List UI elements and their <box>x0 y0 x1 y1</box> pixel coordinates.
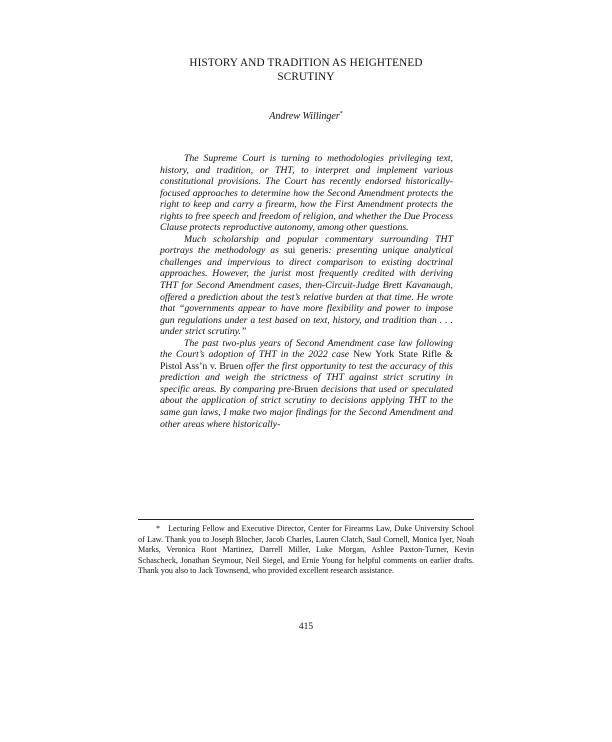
sui-generis-term: sui generis <box>283 245 329 257</box>
author-footnote <box>138 524 474 577</box>
author-name: Andrew Willinger <box>269 111 340 122</box>
abstract <box>160 153 453 430</box>
abstract-paragraph-3-text-b: offer the first opportunity to test the accuracy of this prediction and weigh the strictness of THT against strict scrutiny in specific areas. By comparing pre- <box>160 360 453 395</box>
author-footnote-mark: * <box>339 111 343 117</box>
abstract-paragraph-2-text-a: Much scholarship and popular commentary surrounding THT portrays the methodology as <box>160 233 453 257</box>
case-short-name-bruen: Bruen <box>294 383 318 395</box>
author-byline <box>0 111 612 122</box>
article-title-line-2: SCRUTINY <box>277 70 335 83</box>
footnote-divider <box>138 519 474 520</box>
page-number: 415 <box>298 622 314 632</box>
abstract-paragraph-2 <box>160 234 453 338</box>
abstract-paragraph-3-text-a: The past two-plus years of Second Amendment case law following the Court’s adoption of THT in the 2022 case <box>160 337 453 361</box>
case-name-bruen: New York State Rifle & Pistol Ass’n v. Bruen <box>160 349 454 372</box>
abstract-paragraph-2-text-b: : presenting unique analytical challenges and impervious to direct comparison to existing doctrinal approaches. However, the jurist most frequently credited with deriving THT for Second Amendment cases, then-Circuit-Judge Brett Kavanaugh, offered a prediction about the test’s relative burden at that time. He wrote that “governments appear to have more flexibility and power to impose gun regulations under a test based on text, history, and tradition than . . . under strict scrutiny.” <box>160 245 453 338</box>
article-title <box>0 57 612 84</box>
footnote-text: Lecturing Fellow and Executive Director, Center for Firearms Law, Duke University School of Law. Thank you to Joseph Blocher, Jacob Charles, Lauren Clatch, Saul Cornell, Monica Iyer, Noah Marks, Veronica Root Martinez, Darrell Miller, Luke Morgan, Ashlee Paxton-Turner, Kevin Schascheck, Jonathan Seymour, Neil Siegel, and Ernie Young for helpful comments on earlier drafts. Thank you also to Jack Townsend, who provided excellent research assistance. <box>138 524 474 575</box>
abstract-paragraph-1: The Supreme Court is turning to methodologies privileging text, history, and tradition, or THT, to interpret and implement various constitutional provisions. The Court has recently endorsed historically-focused approaches to determine how the Second Amendment protects the right to keep and carry a firearm, how the First Amendment protects the rights to free speech and freedom of religion, and whether the Due Process Clause protects reproductive autonomy, among other questions. <box>160 153 453 234</box>
article-title-line-1: HISTORY AND TRADITION AS HEIGHTENED <box>189 57 423 69</box>
abstract-paragraph-3-text-c: decisions that used or speculated about the application of strict scrutiny to decisions applying THT to the same gun laws, I make two major findings for the Second Amendment and other areas where historically- <box>160 383 453 430</box>
abstract-paragraph-3 <box>160 338 453 430</box>
footnote-mark: * <box>156 524 161 533</box>
